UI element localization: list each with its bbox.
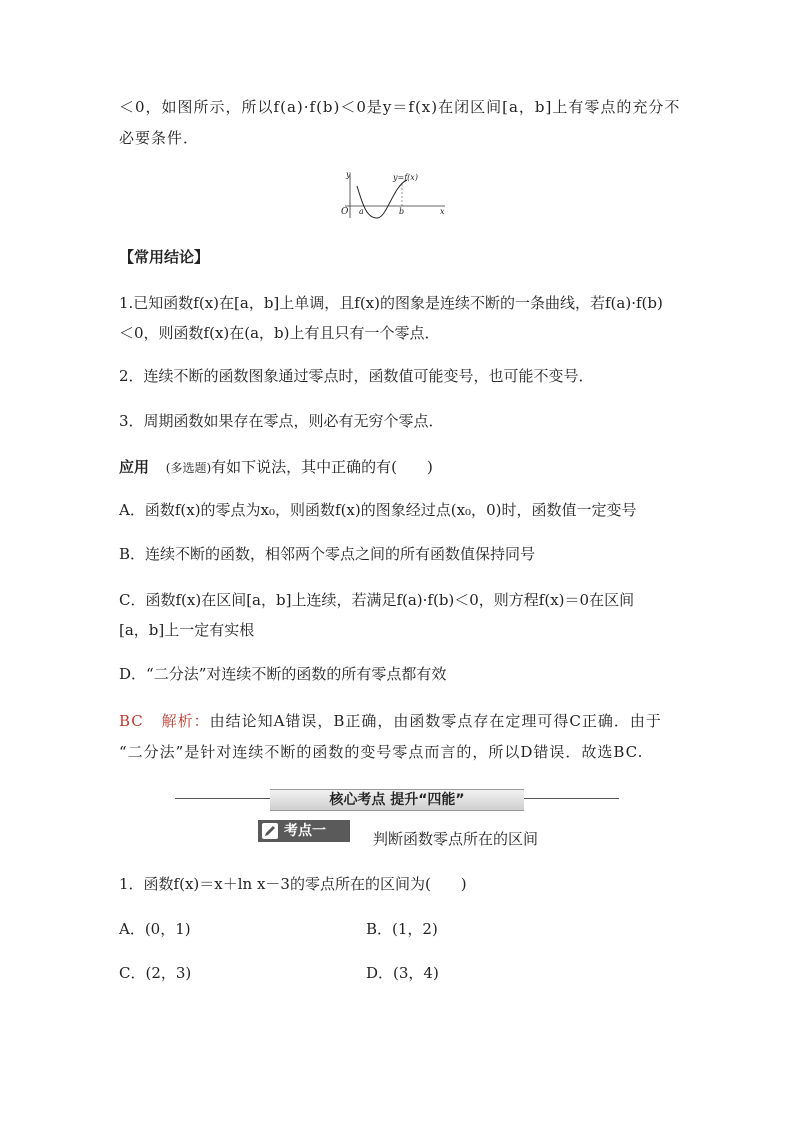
banner-rule-left: [175, 798, 270, 799]
intro-line-2: 必要条件．: [119, 129, 200, 147]
banner-title: 核心考点 提升“四能”: [329, 792, 465, 808]
banner-rule-right: [524, 798, 619, 799]
conclusion-3: 3．周期函数如果存在零点，则必有无穷个零点．: [119, 412, 444, 430]
origin-label: O: [341, 207, 349, 217]
question-1-option-c: C．(2，3): [119, 964, 192, 982]
analysis-line-1: [119, 710, 662, 732]
conclusion-2: 2．连续不断的函数图象通过零点时，函数值可能变号，也可能不变号．: [119, 367, 594, 385]
application-stem: 有如下说法，其中正确的有( ): [211, 458, 433, 476]
answer: BC: [119, 712, 144, 730]
function-graph: [335, 166, 450, 224]
application-stem-line: [119, 456, 433, 479]
application-option-a: A．函数f(x)的零点为x₀，则函数f(x)的图象经过点(x₀，0)时，函数值一定变号: [119, 501, 637, 519]
application-tag: (多选题): [165, 461, 212, 475]
curve-label: y=f(x): [393, 173, 418, 182]
analysis-line-2: “二分法”是针对连续不断的函数的变号零点而言的，所以D错误．故选BC.: [119, 743, 644, 761]
conclusion-1-line-2: ＜0，则函数f(x)在(a，b)上有且只有一个零点．: [119, 324, 440, 342]
y-axis-label: y: [346, 170, 351, 179]
question-1-option-b: B．(1，2): [366, 920, 438, 938]
b-label: b: [399, 207, 405, 216]
intro-line-1: ＜0，如图所示，所以f(a)·f(b)＜0是y＝f(x)在闭区间[a，b]上有零点的充分不: [119, 98, 681, 116]
a-label: a: [359, 207, 364, 216]
conclusions-heading: 【常用结论】: [119, 248, 210, 266]
application-label: 应用: [119, 458, 150, 476]
x-axis-label: x: [440, 207, 445, 216]
conclusion-1-line-1: 1.已知函数f(x)在[a，b]上单调，且f(x)的图象是连续不断的一条曲线，若f(a)·f(b): [119, 294, 663, 312]
question-1-stem: 1．函数f(x)＝x＋ln x－3的零点所在的区间为( ): [119, 875, 467, 893]
section-title: 判断函数零点所在的区间: [373, 830, 539, 848]
application-option-c-line-2: [a，b]上一定有实根: [119, 621, 255, 639]
application-option-b: B．连续不断的函数，相邻两个零点之间的所有函数值保持同号: [119, 545, 536, 563]
badge-label: 考点一: [284, 823, 326, 839]
application-option-c-line-1: C．函数f(x)在区间[a，b]上连续，若满足f(a)·f(b)＜0，则方程f(x)＝0在区间: [119, 591, 635, 609]
analysis-label: 解析：: [161, 712, 210, 730]
analysis-text-1: 由结论知A错误，B正确，由函数零点存在定理可得C正确．由于: [209, 712, 662, 730]
pencil-icon: [262, 823, 278, 839]
section-banner: [175, 789, 619, 809]
banner-box: [270, 789, 524, 811]
application-option-d: D．“二分法”对连续不断的函数的所有零点都有效: [119, 665, 447, 683]
question-1-option-d: D．(3，4): [366, 964, 439, 982]
key-point-badge: [258, 820, 350, 842]
question-1-option-a: A．(0，1): [119, 920, 191, 938]
